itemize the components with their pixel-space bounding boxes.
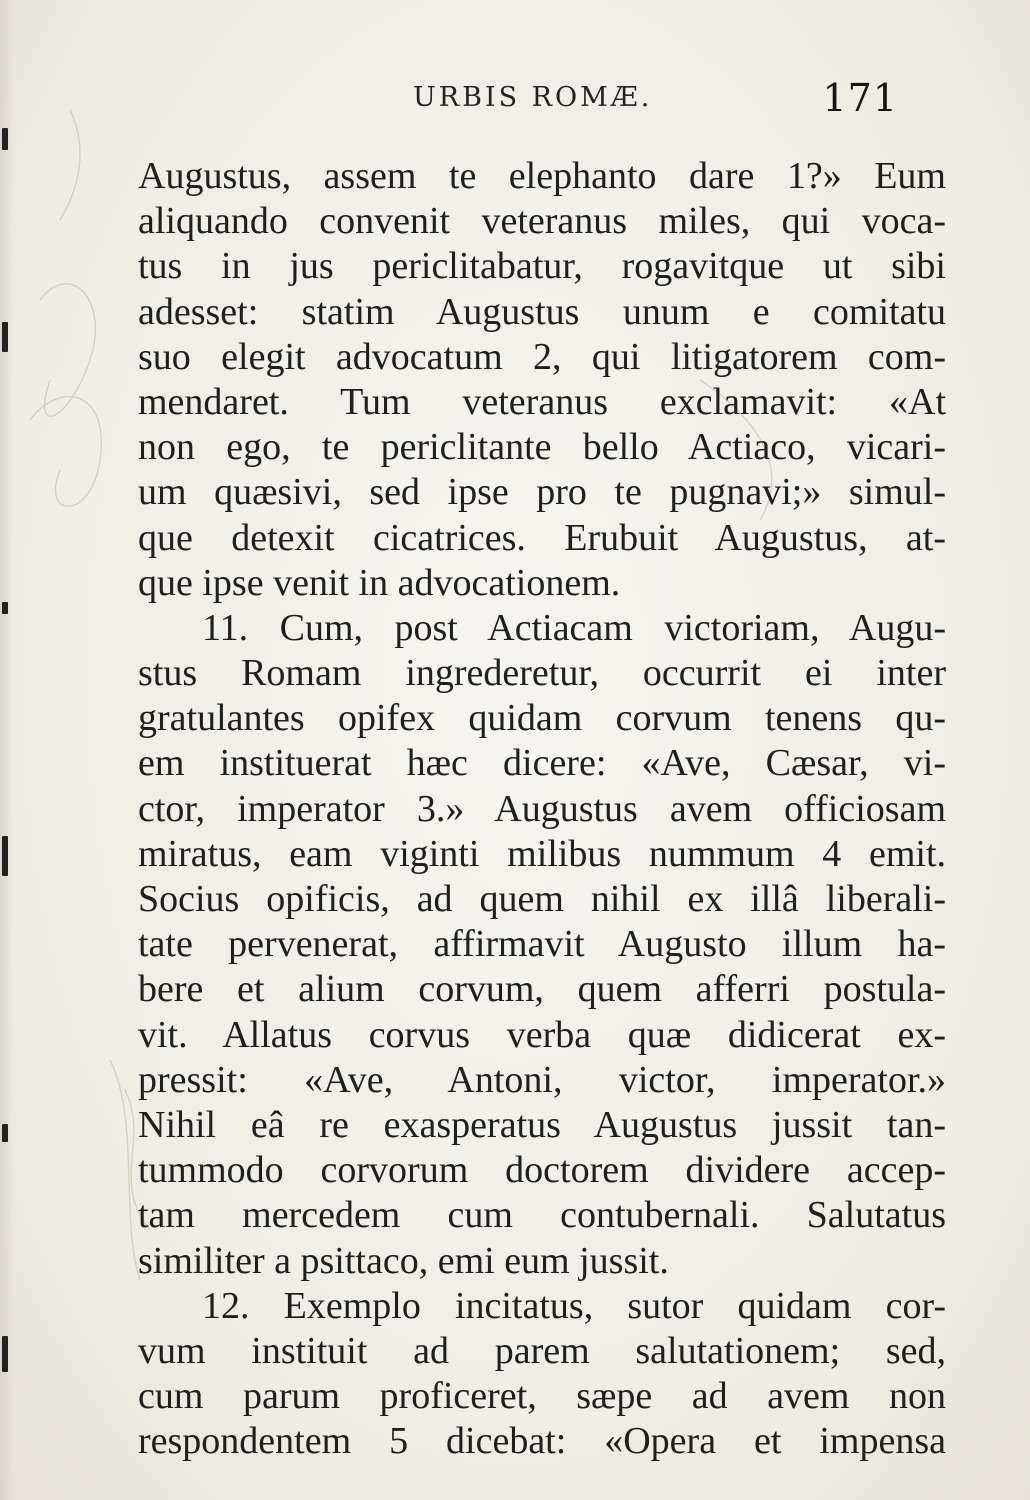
text-line: Socius opificis, ad quem nihil ex illâ liberali- [138, 878, 946, 920]
text-line: vit. Allatus corvus verba quæ didicerat ex- [138, 1013, 946, 1056]
text-line: similiter a psittaco, emi eum jussit. [138, 1239, 669, 1282]
text-line: pressit: «Ave, Antoni, victor, imperator.» [138, 1058, 946, 1101]
text-line: aliquando convenit veteranus miles, qui voca- [138, 200, 946, 243]
binding-mark [2, 602, 8, 614]
text-line: miratus, eam viginti milibus nummum 4 emit. [138, 832, 946, 875]
text-line: ctor, imperator 3.» Augustus avem officiosam [138, 787, 946, 830]
binding-mark [2, 322, 8, 352]
binding-edge [0, 0, 14, 1500]
text-line: bere et alium corvum, quem afferri postula- [138, 968, 946, 1011]
binding-mark [2, 128, 8, 150]
paragraph-start-line: 12. Exemplo incitatus, sutor quidam cor- [202, 1284, 946, 1327]
text-line: tate pervenerat, affirmavit Augusto illum ha- [138, 923, 946, 966]
text-line: mendaret. Tum veteranus exclamavit: «At [138, 380, 946, 423]
text-line: cum parum proficeret, sæpe ad avem non [138, 1375, 946, 1418]
text-line: gratulantes opifex quidam corvum tenens qu- [138, 697, 946, 740]
binding-mark [2, 836, 8, 876]
text-line: stus Romam ingrederetur, occurrit ei inter [138, 652, 946, 695]
page-header [138, 76, 946, 120]
text-line: tam mercedem cum contubernali. Salutatus [138, 1194, 946, 1237]
text-line: suo elegit advocatum 2, qui litigatorem com- [138, 335, 946, 378]
text-line: Nihil eâ re exasperatus Augustus jussit tan- [138, 1103, 946, 1146]
text-line: tummodo corvorum doctorem dividere accep- [138, 1149, 946, 1192]
paragraph-start-line: 11. Cum, post Actiacam victoriam, Augu- [202, 606, 946, 649]
text-line: Augustus, assem te elephanto dare 1?» Eum [138, 155, 946, 197]
text-line: um quæsivi, sed ipse pro te pugnavi;» simul- [138, 471, 946, 514]
text-line: em instituerat hæc dicere: «Ave, Cæsar, vi- [138, 742, 946, 785]
text-line: adesset: statim Augustus unum e comitatu [138, 290, 946, 333]
binding-mark [2, 1336, 8, 1372]
text-line: que ipse venit in advocationem. [138, 561, 621, 604]
text-line: non ego, te periclitante bello Actiaco, vicari- [138, 426, 946, 469]
text-line: tus in jus periclitabatur, rogavitque ut sibi [138, 245, 946, 288]
text-line: que detexit cicatrices. Erubuit Augustus, at- [138, 516, 946, 559]
running-head: URBIS ROMÆ. [413, 82, 653, 113]
text-line: vum instituit ad parem salutationem; sed, [138, 1329, 946, 1372]
page-number: 171 [822, 76, 898, 120]
binding-mark [2, 1124, 8, 1142]
text-line: respondentem 5 dicebat: «Opera et impensa [138, 1420, 946, 1463]
body-text [138, 154, 946, 1464]
